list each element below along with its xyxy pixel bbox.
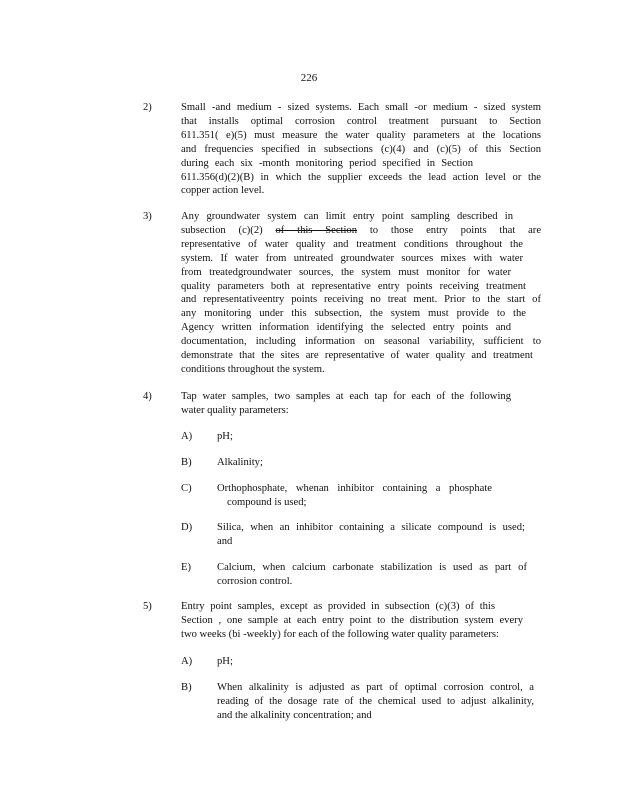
subitem-text <box>217 521 525 549</box>
text-line: reading of the dosage rate of the chemical used to adjust alkalinity, <box>217 695 534 707</box>
text-line: any monitoring under this subsection, the system must provide to the <box>181 308 526 320</box>
text-line: Silica, when an inhibitor containing a silicate compound is used; <box>217 522 525 533</box>
text-line: during each six -month monitoring period specified in Section <box>181 157 473 169</box>
subitem-text <box>217 561 527 589</box>
text-line: that installs optimal corrosion control treatment pursuant to Section <box>181 115 541 127</box>
text-line: from treatedgroundwater sources, the system must monitor for water <box>181 266 511 278</box>
text-line: and the alkalinity concentration; and <box>217 709 372 721</box>
item-number: 4) <box>143 391 152 402</box>
page-number: 226 <box>300 72 318 84</box>
text-line: Any groundwater system can limit entry point sampling described in <box>181 211 513 222</box>
subitem-label: A) <box>181 656 193 667</box>
text-line: conditions throughout the system. <box>181 363 325 375</box>
text-line: and representativeentry points receiving no treat ment. Prior to the start of <box>181 294 541 306</box>
subitem-label: E) <box>181 562 191 573</box>
text-line: quality parameters both at representative entry points receiving treatment <box>181 280 526 292</box>
text-line: 611.351( e)(5) must measure the water quality parameters at the locations <box>181 129 541 141</box>
subitem-label: B) <box>181 682 192 693</box>
text-line: compound is used; <box>227 496 307 508</box>
subitem-label: A) <box>181 431 193 442</box>
text-line: Tap water samples, two samples at each tap for each of the following <box>181 391 511 402</box>
text-line: two weeks (bi -weekly) for each of the following water quality parameters: <box>181 628 499 640</box>
item-text <box>181 210 541 377</box>
text-line: system. If water from untreated groundwater sources mixes with water <box>181 252 523 264</box>
item-text <box>181 101 541 198</box>
text-line: pH; <box>217 656 233 667</box>
text-line: Agency written information identifying the selected entry points and <box>181 322 511 334</box>
subitem-text <box>217 681 534 723</box>
text-line: corrosion control. <box>217 575 293 587</box>
text-line: demonstrate that the sites are representative of water quality and treatment <box>181 350 533 362</box>
subitem-label: C) <box>181 483 192 494</box>
subitem-text <box>217 482 492 510</box>
subitem-text <box>217 456 535 470</box>
subitem-text <box>217 430 535 444</box>
text-line: Small -and medium - sized systems. Each small -or medium - sized system <box>181 102 541 113</box>
item-number: 2) <box>143 102 152 113</box>
struck-text: of this Section <box>275 224 358 236</box>
text-line: Calcium, when calcium carbonate stabilization is used as part of <box>217 562 527 573</box>
text-segment: to those entry points that are <box>369 224 542 236</box>
text-segment: subsection (c)(2) <box>181 224 263 236</box>
text-line: documentation, including information on seasonal variability, sufficient to <box>181 336 541 348</box>
text-line: 611.356(d)(2)(B) in which the supplier exceeds the lead action level or the <box>181 171 541 183</box>
item-number: 3) <box>143 211 152 222</box>
item-number: 5) <box>143 601 152 612</box>
text-line: and frequencies specified in subsections (c)(4) and (c)(5) of this Section <box>181 143 541 155</box>
text-line: When alkalinity is adjusted as part of optimal corrosion control, a <box>217 682 534 693</box>
text-line: Orthophosphate, whenan inhibitor containing a phosphate <box>217 483 492 494</box>
text-line: Section , one sample at each entry point to the distribution system every <box>181 614 523 626</box>
item-text <box>181 390 541 418</box>
text-line: representative of water quality and treatment conditions throughout the <box>181 238 523 250</box>
text-line: and <box>217 535 233 547</box>
subitem-label: B) <box>181 457 192 468</box>
text-line: Alkalinity; <box>217 457 263 468</box>
text-line: Entry point samples, except as provided in subsection (c)(3) of this <box>181 601 495 612</box>
text-line: water quality parameters: <box>181 404 289 416</box>
subitem-text <box>217 655 535 669</box>
subitem-label: D) <box>181 522 193 533</box>
text-line: copper action level. <box>181 185 265 197</box>
text-line: pH; <box>217 431 233 442</box>
item-text <box>181 600 541 642</box>
text-line-with-strike <box>181 224 541 238</box>
